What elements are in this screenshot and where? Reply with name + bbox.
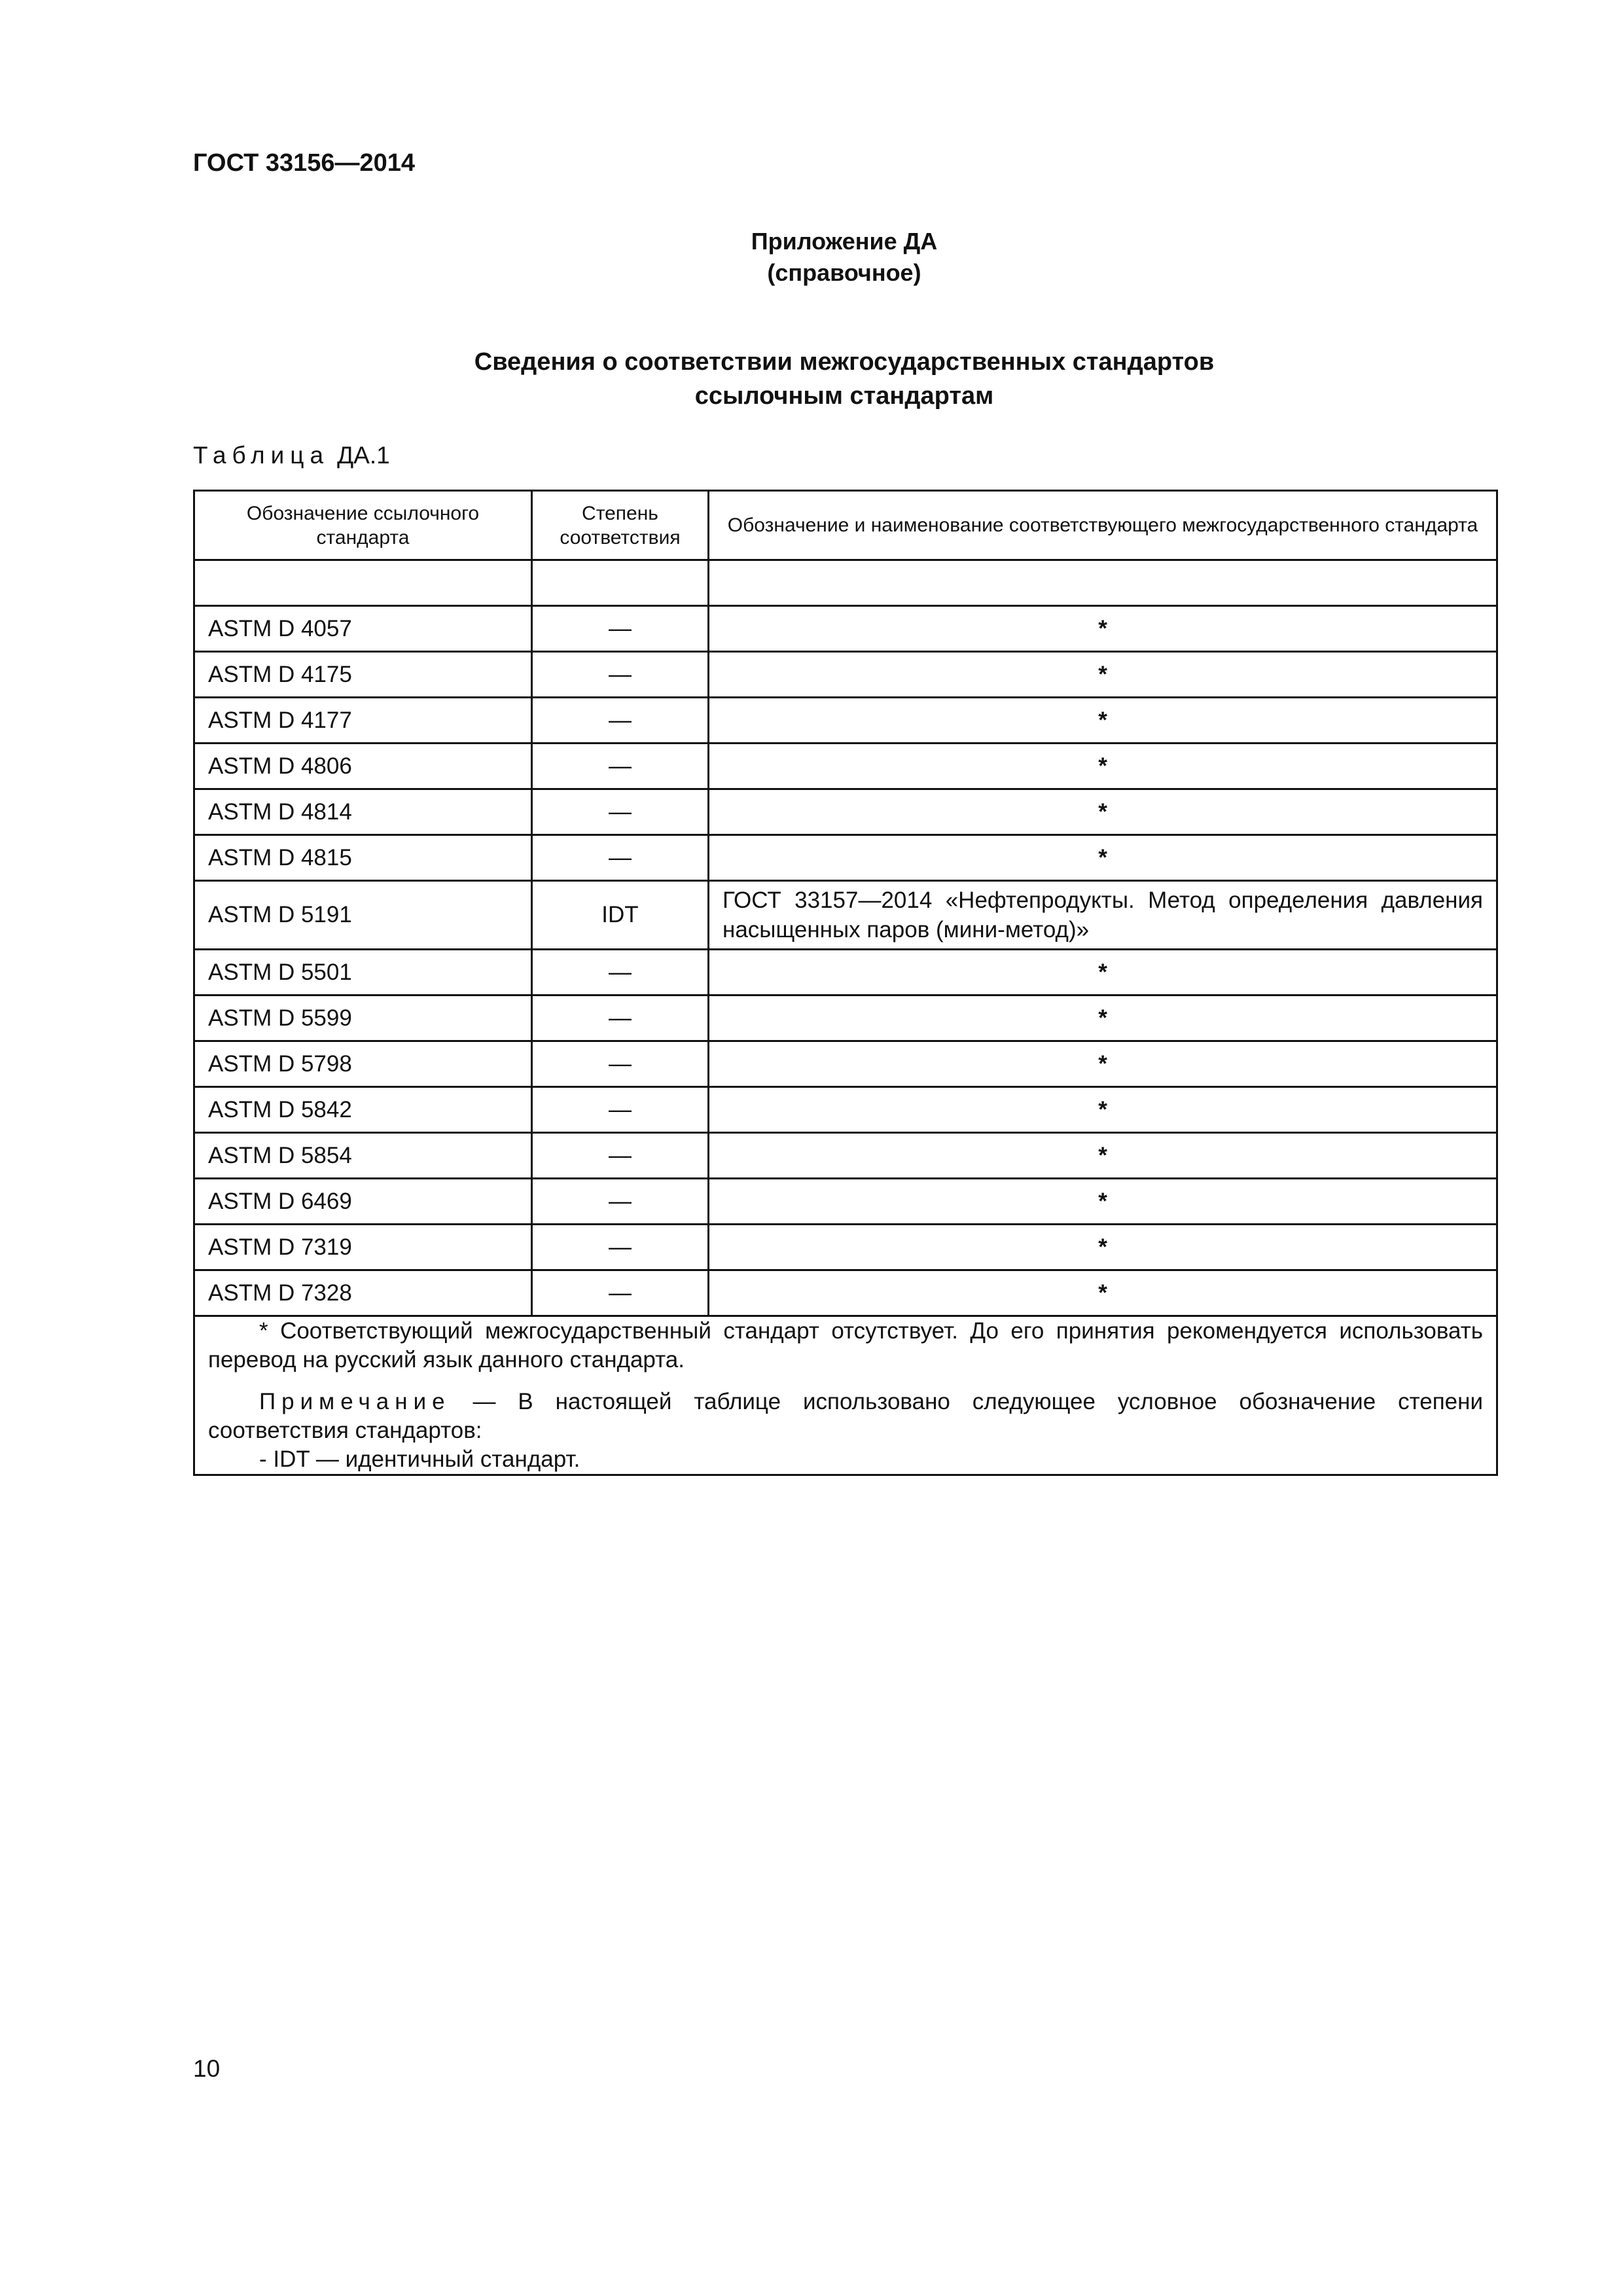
standards-table [193, 490, 1498, 1476]
table-row [194, 1179, 1497, 1225]
ref-standard-cell: ASTM D 5842 [194, 1087, 532, 1133]
degree-cell: — [532, 1133, 709, 1179]
table-row [194, 652, 1497, 698]
degree-cell: — [532, 606, 709, 652]
ref-standard-cell: ASTM D 5798 [194, 1041, 532, 1087]
table-caption-word: Таблица [193, 442, 330, 469]
table-caption-id: ДА.1 [337, 442, 390, 469]
table-row [194, 744, 1497, 789]
ref-standard-cell: ASTM D 4057 [194, 606, 532, 652]
column-header-degree: Степень соответствия [532, 491, 709, 560]
ref-standard-cell: ASTM D 4806 [194, 744, 532, 789]
gost-standard-cell: * [709, 606, 1497, 652]
table-row [194, 950, 1497, 996]
degree-cell: — [532, 698, 709, 744]
degree-cell: — [532, 1041, 709, 1087]
table-row [194, 835, 1497, 881]
gost-standard-cell: * [709, 744, 1497, 789]
note-text: — В настоящей таблице использовано следующее условное обозначение степени соответствия стандартов: [208, 1389, 1483, 1443]
footnote: * Соответствующий межгосударственный стандарт отсутствует. До его принятия рекомендуется использовать перевод на русский язык данного стандарта. [208, 1318, 1483, 1372]
gost-standard-cell: * [709, 789, 1497, 835]
table-row [194, 1133, 1497, 1179]
note-item: - IDT — идентичный стандарт. [259, 1446, 580, 1472]
gost-standard-cell: * [709, 1133, 1497, 1179]
ref-standard-cell: ASTM D 4175 [194, 652, 532, 698]
appendix-heading [0, 226, 1623, 289]
table-row [194, 698, 1497, 744]
table-row [194, 1270, 1497, 1316]
degree-cell: — [532, 1270, 709, 1316]
ref-standard-cell: ASTM D 7328 [194, 1270, 532, 1316]
gost-standard-cell: * [709, 1179, 1497, 1225]
gost-standard-cell: * [709, 950, 1497, 996]
degree-cell: — [532, 996, 709, 1041]
gost-standard-cell: * [709, 835, 1497, 881]
degree-cell: — [532, 950, 709, 996]
note-label: Примечание [259, 1389, 451, 1414]
gost-standard-cell: * [709, 996, 1497, 1041]
notes-row [194, 1316, 1497, 1475]
degree-cell: — [532, 744, 709, 789]
column-header-gost: Обозначение и наименование соответствующего межгосударственного стандарта [709, 491, 1497, 560]
gost-standard-cell: * [709, 698, 1497, 744]
appendix-label: Приложение ДА [751, 228, 938, 255]
ref-standard-cell: ASTM D 5854 [194, 1133, 532, 1179]
table-row [194, 789, 1497, 835]
title-line-1: Сведения о соответствии межгосударственных стандартов [474, 348, 1215, 376]
document-code: ГОСТ 33156—2014 [193, 149, 416, 177]
degree-cell: — [532, 1087, 709, 1133]
ref-standard-cell: ASTM D 6469 [194, 1179, 532, 1225]
degree-cell: — [532, 789, 709, 835]
ref-standard-cell: ASTM D 5599 [194, 996, 532, 1041]
table-row [194, 1087, 1497, 1133]
ref-standard-cell: ASTM D 7319 [194, 1225, 532, 1270]
ref-standard-cell: ASTM D 5191 [194, 881, 532, 950]
ref-standard-cell: ASTM D 4815 [194, 835, 532, 881]
header-separator [194, 560, 1497, 606]
gost-standard-cell: ГОСТ 33157—2014 «Нефтепродукты. Метод определения давления насыщенных паров (мини-метод)» [709, 881, 1497, 950]
ref-standard-cell: ASTM D 4814 [194, 789, 532, 835]
gost-standard-cell: * [709, 1087, 1497, 1133]
table-header-row [194, 491, 1497, 560]
degree-cell: IDT [532, 881, 709, 950]
gost-standard-cell: * [709, 1225, 1497, 1270]
degree-cell: — [532, 652, 709, 698]
table-row [194, 881, 1497, 950]
ref-standard-cell: ASTM D 4177 [194, 698, 532, 744]
notes-cell [194, 1316, 1497, 1475]
table-row [194, 1041, 1497, 1087]
gost-standard-cell: * [709, 1041, 1497, 1087]
column-header-ref: Обозначение ссылочного стандарта [194, 491, 532, 560]
title-line-2: ссылочным стандартам [694, 382, 994, 410]
degree-cell: — [532, 1225, 709, 1270]
table-row [194, 606, 1497, 652]
note [208, 1388, 1483, 1445]
page-title [0, 345, 1623, 413]
gost-standard-cell: * [709, 1270, 1497, 1316]
degree-cell: — [532, 1179, 709, 1225]
degree-cell: — [532, 835, 709, 881]
page-number: 10 [193, 2055, 221, 2082]
table-caption [193, 442, 390, 469]
gost-standard-cell: * [709, 652, 1497, 698]
ref-standard-cell: ASTM D 5501 [194, 950, 532, 996]
table-row [194, 1225, 1497, 1270]
appendix-type: (справочное) [767, 259, 921, 286]
table-row [194, 996, 1497, 1041]
table-body [194, 606, 1497, 1316]
